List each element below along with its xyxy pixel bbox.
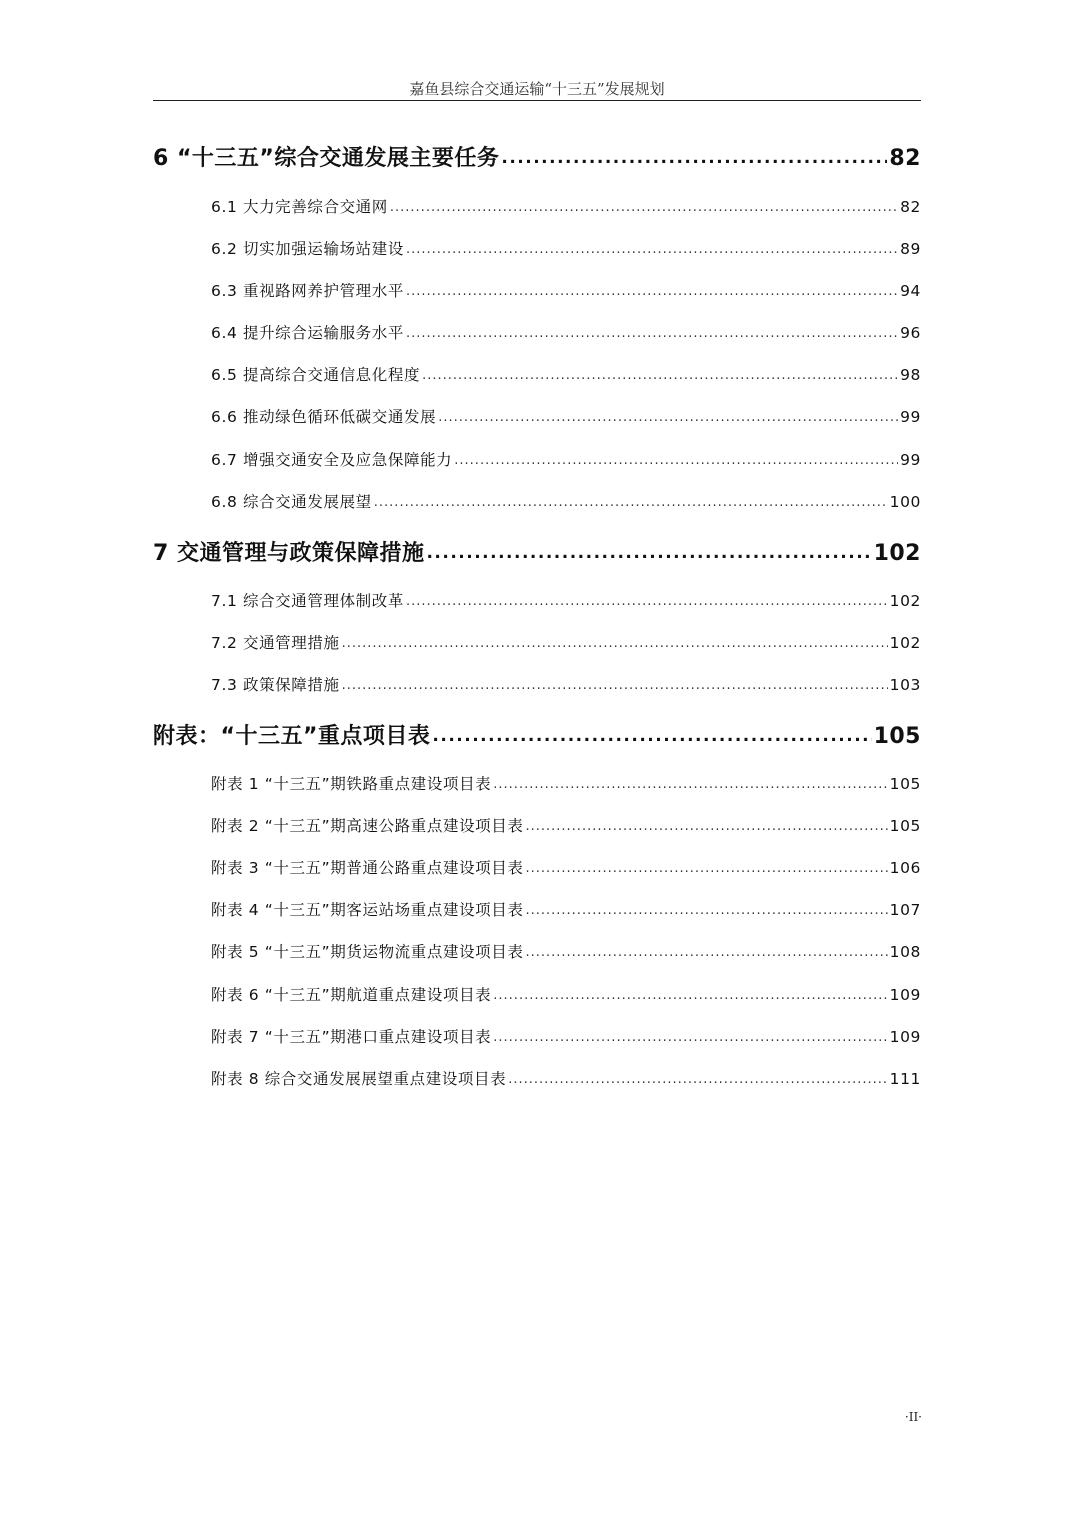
toc-item-label: 附表 2 “十三五”期高速公路重点建设项目表	[211, 817, 524, 835]
dot-leader	[406, 323, 898, 339]
toc-page-number: 105	[873, 724, 921, 749]
toc-section-label: 附表：“十三五”重点项目表	[153, 724, 431, 749]
toc-section-label: 6 “十三五”综合交通发展主要任务	[153, 146, 500, 171]
toc-page-number: 105	[889, 817, 921, 835]
toc-item-label: 附表 5 “十三五”期货运物流重点建设项目表	[211, 943, 524, 961]
toc-page-number: 82	[900, 198, 921, 216]
document-title: 嘉鱼县综合交通运输“十三五”发展规划	[409, 80, 665, 98]
dot-leader	[493, 1027, 887, 1043]
page-number: ·II·	[904, 1410, 922, 1424]
toc-page-number: 108	[889, 943, 921, 961]
dot-leader	[406, 591, 888, 607]
toc-item-6-3[interactable]	[211, 279, 921, 301]
toc-item-6-1[interactable]	[211, 195, 921, 217]
toc-item-label: 6.5 提高综合交通信息化程度	[211, 366, 421, 384]
toc-item-label: 附表 1 “十三五”期铁路重点建设项目表	[211, 775, 492, 793]
toc-item-label: 附表 4 “十三五”期客运站场重点建设项目表	[211, 901, 524, 919]
toc-page-number: 89	[900, 240, 921, 258]
dot-leader	[342, 675, 888, 691]
toc-item-label: 7.2 交通管理措施	[211, 634, 340, 652]
toc-item-label: 6.3 重视路网养护管理水平	[211, 282, 404, 300]
toc-item-label: 6.7 增强交通安全及应急保障能力	[211, 451, 453, 469]
dot-leader	[525, 816, 887, 832]
toc-item-label: 7.3 政策保障措施	[211, 676, 340, 694]
toc-item-appendix-5[interactable]	[211, 940, 921, 962]
toc-page-number: 109	[889, 1028, 921, 1046]
toc-page-number: 102	[873, 541, 921, 566]
toc-item-label: 6.4 提升综合运输服务水平	[211, 324, 404, 342]
dot-leader	[508, 1069, 887, 1085]
dot-leader	[525, 858, 887, 874]
dot-leader	[432, 721, 871, 743]
toc-item-appendix-4[interactable]	[211, 898, 921, 920]
toc-page-number: 109	[889, 986, 921, 1004]
toc-item-7-3[interactable]	[211, 673, 921, 695]
toc-item-label: 6.8 综合交通发展展望	[211, 493, 372, 511]
toc-item-label: 7.1 综合交通管理体制改革	[211, 592, 404, 610]
dot-leader	[493, 774, 887, 790]
toc-item-6-6[interactable]	[211, 405, 921, 427]
toc-page-number: 102	[889, 634, 921, 652]
dot-leader	[422, 365, 898, 381]
toc-item-7-1[interactable]	[211, 589, 921, 611]
toc-item-6-4[interactable]	[211, 321, 921, 343]
toc-item-appendix-7[interactable]	[211, 1025, 921, 1047]
dot-leader	[438, 407, 898, 423]
dot-leader	[406, 281, 898, 297]
toc-page-number: 98	[900, 366, 921, 384]
toc-page-number: 105	[889, 775, 921, 793]
toc-item-label: 6.6 推动绿色循环低碳交通发展	[211, 408, 437, 426]
dot-leader	[406, 239, 898, 255]
toc-item-6-2[interactable]	[211, 237, 921, 259]
dot-leader	[525, 900, 887, 916]
toc-section-appendix[interactable]	[153, 719, 921, 750]
dot-leader	[374, 492, 888, 508]
dot-leader	[501, 143, 887, 165]
toc-item-6-5[interactable]	[211, 363, 921, 385]
dot-leader	[493, 985, 887, 1001]
toc-item-label: 附表 8 综合交通发展展望重点建设项目表	[211, 1070, 507, 1088]
toc-item-label: 附表 7 “十三五”期港口重点建设项目表	[211, 1028, 492, 1046]
toc-page-number: 94	[900, 282, 921, 300]
dot-leader	[390, 197, 898, 213]
toc-item-appendix-3[interactable]	[211, 856, 921, 878]
toc-page-number: 99	[900, 408, 921, 426]
toc-item-appendix-2[interactable]	[211, 814, 921, 836]
toc-section-7[interactable]	[153, 536, 921, 567]
toc-section-label: 7 交通管理与政策保障措施	[153, 541, 425, 566]
toc-page-number: 107	[889, 901, 921, 919]
toc-page-number: 102	[889, 592, 921, 610]
dot-leader	[525, 942, 887, 958]
toc-section-6[interactable]	[153, 141, 921, 172]
toc-item-6-7[interactable]	[211, 448, 921, 470]
dot-leader	[426, 538, 871, 560]
toc-item-7-2[interactable]	[211, 631, 921, 653]
toc-item-label: 附表 6 “十三五”期航道重点建设项目表	[211, 986, 492, 1004]
toc-page-number: 100	[889, 493, 921, 511]
toc-page-number: 96	[900, 324, 921, 342]
toc-item-appendix-8[interactable]	[211, 1067, 921, 1089]
toc-page-number: 82	[889, 146, 921, 171]
toc-item-appendix-6[interactable]	[211, 983, 921, 1005]
toc-item-label: 6.2 切实加强运输场站建设	[211, 240, 404, 258]
dot-leader	[454, 450, 898, 466]
toc-item-appendix-1[interactable]	[211, 772, 921, 794]
toc-page-number: 99	[900, 451, 921, 469]
toc-item-label: 6.1 大力完善综合交通网	[211, 198, 388, 216]
toc-page-number: 103	[889, 676, 921, 694]
toc-page-number: 106	[889, 859, 921, 877]
dot-leader	[342, 633, 888, 649]
toc-page-number: 111	[889, 1070, 921, 1088]
toc-item-label: 附表 3 “十三五”期普通公路重点建设项目表	[211, 859, 524, 877]
toc-item-6-8[interactable]	[211, 490, 921, 512]
